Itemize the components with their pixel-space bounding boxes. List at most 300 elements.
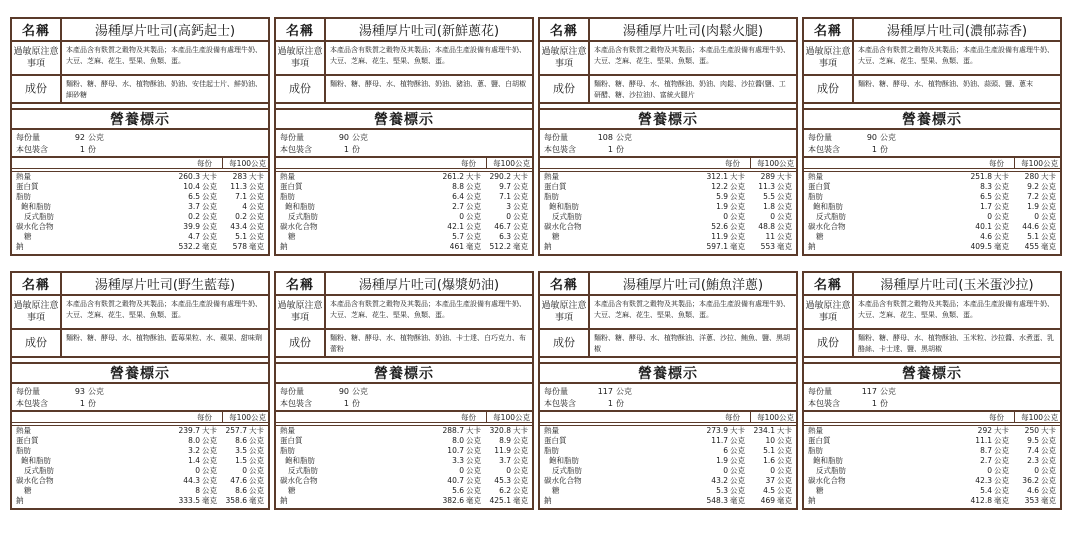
- nutrient-row: [540, 496, 796, 506]
- nutrient-name: 糖: [288, 232, 296, 241]
- servings-line: [280, 144, 528, 156]
- unit: 公克: [1041, 456, 1056, 465]
- allergen-row: [804, 42, 1060, 76]
- unit: 公克: [777, 486, 792, 495]
- unit: 公克: [994, 456, 1009, 465]
- ingredients-row: [540, 330, 796, 358]
- nutrient-row: [540, 202, 796, 212]
- per-100g-value: 46.7: [494, 222, 511, 231]
- per-serving-header: 每份: [461, 159, 476, 168]
- name-row: [804, 19, 1060, 42]
- nutrient-name: 飽和脂肪: [21, 456, 51, 465]
- allergen-text: 本產品含有麩質之穀物及其製品；本產品生產設備有處理牛奶、大豆、芝麻、花生、堅果、魚類、蛋。: [594, 46, 790, 65]
- unit: 公克: [994, 446, 1009, 455]
- per-100g-value: 469: [760, 496, 775, 505]
- serving-info: [540, 130, 796, 158]
- unit: 大卡: [513, 426, 528, 435]
- nutrient-row: [12, 446, 268, 456]
- unit: 公克: [994, 182, 1009, 191]
- nutrient-name: 鈉: [16, 242, 24, 251]
- nutrient-row: [540, 212, 796, 222]
- nutrient-name: 糖: [816, 486, 824, 495]
- nutrient-name: 鈉: [280, 496, 288, 505]
- product-name: 湯種厚片吐司(肉鬆火腿): [622, 24, 764, 39]
- product-name: 湯種厚片吐司(野生藍莓): [94, 278, 236, 293]
- nutrient-row: [12, 202, 268, 212]
- nutrient-row: [276, 466, 532, 476]
- per-100g-value: 47.6: [230, 476, 247, 485]
- per-100g-value: 36.2: [1022, 476, 1039, 485]
- unit: 公克: [249, 202, 264, 211]
- unit: 公克: [466, 202, 481, 211]
- per-100g-value: 7.4: [1027, 446, 1039, 455]
- nutrition-title: 營養標示: [540, 364, 796, 384]
- unit: 公克: [1041, 222, 1056, 231]
- serving-size-value: 93: [74, 387, 85, 396]
- servings-line: [16, 398, 264, 410]
- unit: 大卡: [777, 426, 792, 435]
- unit: 大卡: [202, 172, 217, 181]
- unit: 公克: [777, 232, 792, 241]
- label-grid: [10, 17, 1064, 510]
- name-key: 名稱: [12, 273, 62, 294]
- nutrient-name: 脂肪: [544, 192, 559, 201]
- per-100g-value: 2.3: [1027, 456, 1039, 465]
- name-row: [804, 273, 1060, 296]
- nutrient-row: [12, 486, 268, 496]
- ingredients-text: 麵粉、糖、酵母、水、植物酥油、洋蔥、沙拉、鮪魚、鹽、黑胡椒: [594, 334, 790, 353]
- nutrient-rows: [276, 426, 532, 508]
- nutrient-name: 蛋白質: [280, 182, 303, 191]
- nutrient-name: 脂肪: [16, 192, 31, 201]
- per-serving-header: 每份: [197, 413, 212, 422]
- per-serving-value: 8: [195, 486, 200, 495]
- per-100g-value: 3.7: [499, 456, 511, 465]
- unit: 毫克: [1041, 242, 1056, 251]
- unit: 大卡: [249, 172, 264, 181]
- nutrient-row: [12, 466, 268, 476]
- per-100g-value: 0: [242, 466, 247, 475]
- unit: 公克: [994, 436, 1009, 445]
- nutrient-row: [12, 436, 268, 446]
- ingredients-key: 成份: [276, 76, 326, 102]
- name-key: 名稱: [804, 273, 854, 294]
- per-100g-value: 9.5: [1027, 436, 1039, 445]
- nutrition-label-card: [802, 271, 1062, 510]
- per-100g-value: 0.2: [235, 212, 247, 221]
- allergen-row: [540, 296, 796, 330]
- per-100g-header: 每100公克: [222, 158, 268, 168]
- unit: 公克: [513, 182, 528, 191]
- nutrient-row: [276, 496, 532, 506]
- serving-size-line: [16, 386, 264, 398]
- nutrient-rows: [804, 426, 1060, 508]
- allergen-row: [804, 296, 1060, 330]
- nutrient-row: [12, 426, 268, 436]
- serving-size-label: 每份量: [16, 133, 40, 142]
- ingredients-text: 麵粉、糖、酵母、水、植物酥油、奶油、卡士達、白巧克力、布蕾粉: [330, 334, 526, 353]
- unit: 公克: [202, 466, 217, 475]
- unit: 公克: [513, 222, 528, 231]
- nutrient-row: [804, 466, 1060, 476]
- unit: 公克: [1041, 446, 1056, 455]
- per-serving-value: 10.7: [447, 446, 464, 455]
- per-100g-value: 4.5: [763, 486, 775, 495]
- column-header: [12, 158, 268, 169]
- serving-size-value: 90: [338, 133, 349, 142]
- allergen-key: 過敏原注意事項: [804, 42, 854, 74]
- unit: 公克: [1041, 486, 1056, 495]
- per-serving-value: 8.0: [452, 436, 464, 445]
- per-100g-value: 553: [760, 242, 775, 251]
- per-100g-value: 4.6: [1027, 486, 1039, 495]
- unit: 公克: [777, 182, 792, 191]
- nutrition-title: 營養標示: [804, 364, 1060, 384]
- servings-label: 本包裝含: [544, 144, 576, 154]
- per-100g-header: 每100公克: [1014, 412, 1060, 422]
- per-100g-value: 358.6: [225, 496, 247, 505]
- name-row: [12, 273, 268, 296]
- nutrient-name: 碳水化合物: [808, 222, 846, 231]
- allergen-text: 本產品含有麩質之穀物及其製品；本產品生產設備有處理牛奶、大豆、芝麻、花生、堅果、魚類、蛋。: [858, 46, 1054, 65]
- serving-size-line: [544, 386, 792, 398]
- per-serving-value: 11.7: [711, 436, 728, 445]
- serving-size-line: [280, 386, 528, 398]
- servings-unit: 份: [880, 144, 888, 154]
- nutrition-title: 營養標示: [12, 364, 268, 384]
- ingredients-text: 麵粉、糖、酵母、水、植物酥油、奶油、肉鬆、沙拉醬(鹽、工研醋、糖、沙拉油)、富統火腿片: [594, 80, 786, 99]
- per-100g-value: 455: [1024, 242, 1039, 251]
- allergen-key: 過敏原注意事項: [804, 296, 854, 328]
- unit: 公克: [513, 456, 528, 465]
- allergen-text: 本產品含有麩質之穀物及其製品；本產品生產設備有處理牛奶、大豆、芝麻、花生、堅果、魚類、蛋。: [858, 300, 1054, 319]
- serving-info: [540, 384, 796, 412]
- unit: 公克: [513, 466, 528, 475]
- ingredients-key: 成份: [276, 330, 326, 356]
- nutrient-row: [804, 232, 1060, 242]
- nutrient-name: 反式脂肪: [816, 212, 846, 221]
- nutrient-name: 脂肪: [544, 446, 559, 455]
- allergen-key: 過敏原注意事項: [540, 296, 590, 328]
- nutrient-rows: [276, 172, 532, 254]
- unit: 公克: [777, 476, 792, 485]
- per-serving-value: 532.2: [178, 242, 200, 251]
- unit: 公克: [249, 436, 264, 445]
- nutrient-rows: [12, 172, 268, 254]
- per-serving-value: 6.5: [188, 192, 200, 201]
- nutrient-row: [276, 192, 532, 202]
- serving-size-value: 117: [861, 387, 877, 396]
- nutrient-name: 脂肪: [808, 192, 823, 201]
- nutrient-name: 碳水化合物: [544, 476, 582, 485]
- servings-value: 1: [343, 398, 349, 408]
- allergen-key: 過敏原注意事項: [540, 42, 590, 74]
- unit: 公克: [249, 212, 264, 221]
- serving-size-unit: 公克: [352, 133, 368, 142]
- unit: 公克: [202, 182, 217, 191]
- unit: 大卡: [466, 426, 481, 435]
- nutrient-name: 鈉: [808, 242, 816, 251]
- per-100g-value: 6.2: [499, 486, 511, 495]
- unit: 公克: [513, 192, 528, 201]
- product-name: 湯種厚片吐司(鮪魚洋蔥): [622, 278, 764, 293]
- per-serving-value: 5.3: [716, 486, 728, 495]
- per-serving-value: 461: [449, 242, 464, 251]
- unit: 毫克: [1041, 496, 1056, 505]
- unit: 公克: [994, 222, 1009, 231]
- unit: 毫克: [994, 242, 1009, 251]
- nutrition-label-card: [538, 271, 798, 510]
- nutrient-name: 蛋白質: [544, 182, 567, 191]
- unit: 公克: [249, 222, 264, 231]
- nutrient-row: [540, 182, 796, 192]
- servings-value: 1: [79, 144, 85, 154]
- servings-label: 本包裝含: [280, 398, 312, 408]
- unit: 公克: [202, 202, 217, 211]
- unit: 公克: [777, 466, 792, 475]
- nutrient-row: [540, 486, 796, 496]
- unit: 公克: [777, 212, 792, 221]
- nutrient-name: 反式脂肪: [24, 466, 54, 475]
- nutrition-title: 營養標示: [12, 110, 268, 130]
- ingredients-key: 成份: [540, 330, 590, 356]
- unit: 公克: [730, 202, 745, 211]
- unit: 公克: [1041, 182, 1056, 191]
- servings-value: 1: [871, 144, 877, 154]
- nutrient-name: 熱量: [280, 172, 295, 181]
- unit: 大卡: [994, 426, 1009, 435]
- nutrient-row: [276, 222, 532, 232]
- unit: 毫克: [466, 496, 481, 505]
- unit: 毫克: [249, 496, 264, 505]
- nutrient-name: 蛋白質: [808, 436, 831, 445]
- nutrient-name: 飽和脂肪: [285, 456, 315, 465]
- allergen-row: [540, 42, 796, 76]
- label-row: [10, 17, 1064, 256]
- per-serving-value: 412.8: [970, 496, 992, 505]
- per-serving-value: 3.2: [188, 446, 200, 455]
- nutrient-row: [540, 456, 796, 466]
- nutrient-name: 蛋白質: [544, 436, 567, 445]
- nutrient-name: 糖: [24, 232, 32, 241]
- nutrient-row: [540, 172, 796, 182]
- unit: 公克: [249, 476, 264, 485]
- nutrient-row: [804, 436, 1060, 446]
- label-row: [10, 271, 1064, 510]
- nutrient-name: 反式脂肪: [288, 212, 318, 221]
- per-serving-value: 0: [459, 212, 464, 221]
- per-100g-value: 289: [760, 172, 775, 181]
- nutrient-row: [12, 222, 268, 232]
- per-serving-value: 0: [987, 466, 992, 475]
- unit: 大卡: [994, 172, 1009, 181]
- unit: 公克: [730, 182, 745, 191]
- nutrient-row: [12, 172, 268, 182]
- unit: 公克: [994, 232, 1009, 241]
- serving-size-unit: 公克: [88, 133, 104, 142]
- per-serving-value: 382.6: [442, 496, 464, 505]
- nutrition-title: 營養標示: [804, 110, 1060, 130]
- unit: 公克: [730, 436, 745, 445]
- per-100g-value: 37: [765, 476, 775, 485]
- unit: 公克: [466, 222, 481, 231]
- nutrient-row: [276, 182, 532, 192]
- unit: 公克: [730, 232, 745, 241]
- per-100g-value: 1.5: [235, 456, 247, 465]
- unit: 毫克: [777, 242, 792, 251]
- unit: 公克: [513, 232, 528, 241]
- per-serving-value: 4.6: [980, 232, 992, 241]
- nutrient-row: [12, 192, 268, 202]
- per-serving-value: 5.4: [980, 486, 992, 495]
- servings-unit: 份: [616, 144, 624, 154]
- nutrient-name: 飽和脂肪: [813, 456, 843, 465]
- per-serving-header: 每份: [725, 413, 740, 422]
- allergen-text: 本產品含有麩質之穀物及其製品；本產品生產設備有處理牛奶、大豆、芝麻、花生、堅果、魚類、蛋。: [66, 300, 262, 319]
- per-serving-value: 0: [723, 212, 728, 221]
- unit: 公克: [994, 466, 1009, 475]
- per-100g-value: 257.7: [225, 426, 247, 435]
- ingredients-row: [276, 76, 532, 104]
- unit: 公克: [466, 446, 481, 455]
- ingredients-row: [540, 76, 796, 104]
- servings-value: 1: [607, 144, 613, 154]
- per-serving-value: 409.5: [970, 242, 992, 251]
- per-serving-value: 5.6: [452, 486, 464, 495]
- nutrient-name: 鈉: [544, 496, 552, 505]
- nutrient-row: [804, 182, 1060, 192]
- servings-line: [544, 398, 792, 410]
- per-100g-header: 每100公克: [750, 158, 796, 168]
- nutrient-row: [12, 232, 268, 242]
- name-key: 名稱: [540, 273, 590, 294]
- per-serving-value: 8.0: [188, 436, 200, 445]
- serving-size-line: [808, 132, 1056, 144]
- ingredients-row: [804, 330, 1060, 358]
- per-serving-value: 288.7: [442, 426, 464, 435]
- serving-size-label: 每份量: [808, 133, 832, 142]
- column-header: [804, 158, 1060, 169]
- unit: 毫克: [777, 496, 792, 505]
- column-header: [540, 412, 796, 423]
- name-key: 名稱: [804, 19, 854, 40]
- serving-info: [276, 384, 532, 412]
- serving-size-unit: 公克: [880, 387, 896, 396]
- per-serving-value: 11.1: [975, 436, 992, 445]
- per-100g-value: 250: [1024, 426, 1039, 435]
- unit: 大卡: [466, 172, 481, 181]
- allergen-row: [276, 296, 532, 330]
- per-serving-header: 每份: [725, 159, 740, 168]
- ingredients-key: 成份: [804, 76, 854, 102]
- nutrition-label-card: [538, 17, 798, 256]
- nutrient-name: 鈉: [808, 496, 816, 505]
- unit: 毫克: [730, 496, 745, 505]
- per-100g-value: 8.9: [499, 436, 511, 445]
- unit: 毫克: [249, 242, 264, 251]
- unit: 公克: [466, 192, 481, 201]
- unit: 公克: [249, 192, 264, 201]
- per-100g-value: 11.3: [758, 182, 775, 191]
- per-serving-value: 12.2: [711, 182, 728, 191]
- nutrient-row: [804, 202, 1060, 212]
- per-100g-value: 48.8: [758, 222, 775, 231]
- nutrient-row: [276, 426, 532, 436]
- nutrient-row: [804, 222, 1060, 232]
- product-name: 湯種厚片吐司(高鈣起士): [94, 24, 236, 39]
- servings-line: [280, 398, 528, 410]
- allergen-text: 本產品含有麩質之穀物及其製品；本產品生產設備有處理牛奶、大豆、芝麻、花生、堅果、魚類、蛋。: [330, 300, 526, 319]
- unit: 公克: [994, 486, 1009, 495]
- nutrient-name: 糖: [288, 486, 296, 495]
- nutrient-name: 飽和脂肪: [21, 202, 51, 211]
- nutrient-row: [276, 202, 532, 212]
- per-100g-header: 每100公克: [750, 412, 796, 422]
- per-serving-value: 39.9: [183, 222, 200, 231]
- per-100g-value: 512.2: [489, 242, 511, 251]
- nutrient-row: [12, 456, 268, 466]
- unit: 公克: [777, 456, 792, 465]
- servings-label: 本包裝含: [16, 398, 48, 408]
- unit: 公克: [994, 192, 1009, 201]
- ingredients-key: 成份: [12, 76, 62, 102]
- nutrition-title: 營養標示: [540, 110, 796, 130]
- nutrient-row: [804, 456, 1060, 466]
- unit: 公克: [466, 486, 481, 495]
- nutrient-row: [12, 476, 268, 486]
- unit: 公克: [777, 436, 792, 445]
- servings-value: 1: [871, 398, 877, 408]
- nutrient-row: [804, 426, 1060, 436]
- unit: 公克: [994, 202, 1009, 211]
- per-100g-value: 320.8: [489, 426, 511, 435]
- per-serving-header: 每份: [989, 413, 1004, 422]
- servings-label: 本包裝含: [808, 398, 840, 408]
- unit: 公克: [202, 212, 217, 221]
- serving-size-value: 92: [74, 133, 85, 142]
- per-100g-value: 45.3: [494, 476, 511, 485]
- nutrient-row: [804, 476, 1060, 486]
- nutrient-name: 糖: [552, 232, 560, 241]
- product-name: 湯種厚片吐司(爆漿奶油): [358, 278, 500, 293]
- nutrient-row: [276, 486, 532, 496]
- servings-label: 本包裝含: [16, 144, 48, 154]
- nutrient-name: 碳水化合物: [16, 222, 54, 231]
- nutrient-name: 碳水化合物: [280, 476, 318, 485]
- unit: 公克: [202, 446, 217, 455]
- per-serving-header: 每份: [197, 159, 212, 168]
- per-100g-value: 0: [506, 466, 511, 475]
- allergen-text: 本產品含有麩質之穀物及其製品；本產品生產設備有處理牛奶、大豆、芝麻、花生、堅果、魚類、蛋。: [66, 46, 262, 65]
- serving-info: [804, 384, 1060, 412]
- name-key: 名稱: [276, 19, 326, 40]
- per-100g-value: 5.1: [1027, 232, 1039, 241]
- per-serving-value: 0: [987, 212, 992, 221]
- per-serving-value: 312.1: [706, 172, 728, 181]
- nutrient-name: 飽和脂肪: [813, 202, 843, 211]
- serving-size-label: 每份量: [544, 387, 568, 396]
- serving-size-line: [808, 386, 1056, 398]
- unit: 公克: [777, 222, 792, 231]
- unit: 公克: [202, 436, 217, 445]
- unit: 公克: [777, 202, 792, 211]
- per-100g-value: 0: [770, 212, 775, 221]
- per-100g-header: 每100公克: [486, 158, 532, 168]
- column-header: [276, 412, 532, 423]
- nutrient-name: 鈉: [544, 242, 552, 251]
- nutrient-row: [804, 496, 1060, 506]
- per-100g-value: 11.3: [230, 182, 247, 191]
